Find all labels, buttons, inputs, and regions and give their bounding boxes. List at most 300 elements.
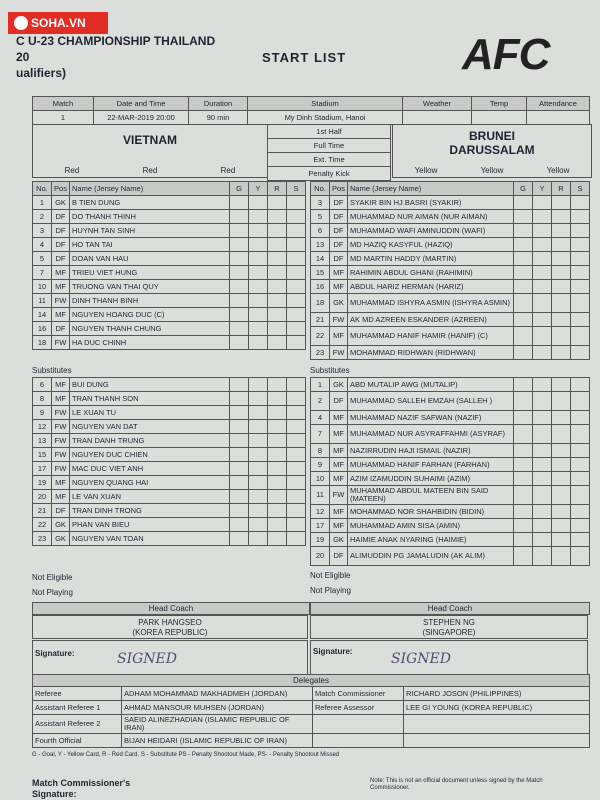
sub-cell <box>287 504 306 518</box>
player-row <box>311 519 590 533</box>
sub-cell <box>287 406 306 420</box>
red-cell <box>268 196 287 210</box>
goal-cell <box>230 238 249 252</box>
player-position: MF <box>330 472 348 486</box>
player-number: 4 <box>33 238 52 252</box>
sub-cell <box>571 411 590 425</box>
goal-cell <box>514 519 533 533</box>
yellow-cell <box>249 210 268 224</box>
yellow-cell <box>249 266 268 280</box>
yellow-cell <box>249 504 268 518</box>
player-name: SYAKIR BIN HJ BASRI (SYAKIR) <box>348 196 514 210</box>
red-cell <box>268 252 287 266</box>
yellow-cell <box>533 313 552 327</box>
player-name: NGUYEN QUANG HAI <box>70 476 230 490</box>
player-position: GK <box>330 378 348 392</box>
sub-cell <box>287 532 306 546</box>
player-name: LE XUAN TU <box>70 406 230 420</box>
sub-cell <box>571 472 590 486</box>
away-starters-table: No. Pos Name (Jersey Name) G Y R S 3 DF SYAKIR BIN HJ BASRI (SYAKIR) 5 DF MUHAMMAD NUR AIMAN (NUR AIMAN) 6 DF MUHAMMAD WAFI AMINUDDIN (WAFI) 13 DF MD HAZIQ KASYFUL (HAZIQ) 14 DF MD MARTIN HADDY (MARTIN) 15 MF RAHIMIN ABDUL GHANI (RAHIMIN) 16 MF ABDUL HARIZ HERMAN (HARIZ) 18 GK MUHAMMAD ISHYRA ASMIN (ISHYRA ASMIN) 21 FW AK MD AZREEN ESKANDER (AZREEN) 22 MF MUHAMMAD HANIF HAMIR (HANIF) (C) 23 FW MOHAMMAD RIDHWAN (RIDHWAN) <box>310 181 590 360</box>
sub-cell <box>571 533 590 547</box>
player-number: 20 <box>33 490 52 504</box>
player-number: 7 <box>311 425 330 444</box>
player-row <box>311 224 590 238</box>
player-position: GK <box>52 532 70 546</box>
player-position: FW <box>52 336 70 350</box>
yellow-cell <box>533 533 552 547</box>
goal-cell <box>230 476 249 490</box>
player-number: 15 <box>311 266 330 280</box>
player-number: 13 <box>33 434 52 448</box>
player-row <box>311 210 590 224</box>
player-number: 5 <box>311 210 330 224</box>
player-name: NGUYEN VAN DAT <box>70 420 230 434</box>
player-number: 8 <box>311 444 330 458</box>
player-number: 10 <box>311 472 330 486</box>
red-cell <box>268 448 287 462</box>
sub-cell <box>571 280 590 294</box>
player-name: TRAN THANH SON <box>70 392 230 406</box>
red-cell <box>268 490 287 504</box>
red-cell <box>552 458 571 472</box>
goal-cell <box>514 505 533 519</box>
referee-assessor: LEE GI YOUNG (KOREA REPUBLIC) <box>404 701 590 715</box>
goal-cell <box>230 196 249 210</box>
player-row <box>311 327 590 346</box>
player-row <box>33 434 306 448</box>
yellow-cell <box>249 490 268 504</box>
player-name: HAIMIE ANAK NYARING (HAIMIE) <box>348 533 514 547</box>
away-not-eligible: Not Eligible <box>310 571 351 580</box>
red-cell <box>268 532 287 546</box>
goal-cell <box>514 224 533 238</box>
red-cell <box>552 547 571 566</box>
delegates-table: Referee ADHAM MOHAMMAD MAKHADMEH (JORDAN) Match Commissioner RICHARD JOSON (PHILIPPINES) Assistant Referee 1 AHMAD MANSOUR MUHSEN (JORDAN) Referee Assessor LEE GI YOUNG (KOREA REPUBLIC) Assistant Referee 2 SAEID ALINEZHADIAN (ISLAMIC REPUBLIC OF IRAN) Fourth Official BIJAN HEIDARI (ISLAMIC REPUBLIC OF IRAN) <box>32 686 590 748</box>
player-position: DF <box>52 210 70 224</box>
home-team-box: VIETNAM Red Red Red <box>32 124 268 178</box>
player-position: DF <box>330 196 348 210</box>
yellow-cell <box>249 392 268 406</box>
red-cell <box>268 238 287 252</box>
yellow-cell <box>533 196 552 210</box>
player-row <box>33 252 306 266</box>
player-number: 11 <box>33 294 52 308</box>
player-row <box>33 308 306 322</box>
goal-cell <box>514 266 533 280</box>
player-name: DO THANH THINH <box>70 210 230 224</box>
player-row <box>33 518 306 532</box>
away-coach-name: STEPHEN NG <box>422 618 475 627</box>
sub-cell <box>571 294 590 313</box>
goal-cell <box>230 420 249 434</box>
yellow-cell <box>533 547 552 566</box>
player-position: FW <box>330 346 348 360</box>
red-cell <box>552 252 571 266</box>
watermark-logo: SOHA.VN <box>8 12 108 34</box>
player-position: DF <box>52 224 70 238</box>
red-cell <box>268 518 287 532</box>
home-coach-header: Head Coach <box>32 602 310 615</box>
away-coach <box>310 615 588 639</box>
goal-cell <box>230 252 249 266</box>
player-row <box>311 252 590 266</box>
player-row <box>311 444 590 458</box>
sub-cell <box>571 458 590 472</box>
competition-title: C U-23 CHAMPIONSHIP THAILAND <box>16 34 216 48</box>
player-position: MF <box>330 266 348 280</box>
player-position: DF <box>52 504 70 518</box>
player-name: MUHAMMAD HANIF HAMIR (HANIF) (C) <box>348 327 514 346</box>
player-position: GK <box>52 196 70 210</box>
player-position: FW <box>330 313 348 327</box>
footer-signature-label: Match Commissioner's <box>32 778 131 788</box>
sub-cell <box>571 444 590 458</box>
goal-cell <box>230 448 249 462</box>
away-coach-country: (SINGAPORE) <box>422 628 476 637</box>
watermark-icon <box>14 16 28 30</box>
yellow-cell <box>249 532 268 546</box>
goal-cell <box>230 266 249 280</box>
home-substitutes-label: Substitutes <box>32 366 72 375</box>
player-number: 12 <box>311 505 330 519</box>
player-name: NGUYEN DUC CHIEN <box>70 448 230 462</box>
player-number: 14 <box>311 252 330 266</box>
goal-cell <box>230 406 249 420</box>
home-coach-name: PARK HANGSEO <box>138 618 202 627</box>
goal-cell <box>230 504 249 518</box>
red-cell <box>268 294 287 308</box>
goal-cell <box>514 346 533 360</box>
goal-cell <box>230 224 249 238</box>
player-row <box>33 210 306 224</box>
yellow-cell <box>533 519 552 533</box>
player-row <box>33 392 306 406</box>
home-starters-table: No. Pos Name (Jersey Name) G Y R S 1 GK B TIEN DUNG 2 DF DO THANH THINH 3 DF HUYNH TAN SINH 4 DF HO TAN TAI 5 DF DOAN VAN HAU 7 MF TRIEU VIET HUNG 10 MF TRUONG VAN THAI QUY 11 FW DINH THANH BINH 14 MF NGUYEN HOANG DUC (C) 16 DF NGUYEN THANH CHUNG 18 FW HA DUC CHINH <box>32 181 306 350</box>
red-cell <box>552 224 571 238</box>
sub-cell <box>571 252 590 266</box>
home-signature: SIGNED <box>117 651 177 667</box>
player-name: MUHAMMAD SALLEH EMZAH (SALLEH ) <box>348 392 514 411</box>
home-not-playing: Not Playing <box>32 588 73 597</box>
start-list-sheet: SOHA.VN C U-23 CHAMPIONSHIP THAILAND 20 ualifiers) START LIST AFC Match Date and Time Duration Stadium Weather Temp Attendance 1 22-MAR-2019 20:00 90 min My Dinh Stadium, Hanoi VIETNAM Red Red Red 1st Half Full Time Ext. Time Penalty Kick BRUNEI DARUSSALAM Yellow Yellow Yellow No. Pos Name (Jersey Name) G Y R S 1 GK B TIEN DUNG 2 DF DO THANH THINH 3 DF HUYNH TAN SINH 4 DF HO TAN TAI 5 DF DOAN VAN HAU 7 MF TRIEU VIET HUNG 10 MF TRUONG VAN THAI QUY 11 FW DINH THANH BINH 14 MF NGUYEN HOANG DUC (C) 16 DF NGUYEN THANH CHUNG 18 FW HA DUC CHINH No. Pos Name (Jersey Name) G Y R S 3 DF SYAKIR BIN HJ BASRI (SYAKIR) 5 DF MUHAMMAD NUR AIMAN (NUR AIMAN) 6 DF MUHAMMAD WAFI AMINUDDIN (WAFI) 13 DF MD HAZIQ KASYFUL (HAZIQ) 14 DF MD MARTIN HADDY (MARTIN) 15 MF RAHIMIN ABDUL GHANI (RAHIMIN) 16 MF ABDUL HARIZ HERMAN (HARIZ) 18 GK MUHAMMAD ISHYRA ASMIN (ISHYRA ASMIN) 21 FW AK MD AZREEN ESKANDER (AZREEN) 22 MF MUHAMMAD HANIF HAMIR (HANIF) (C) 23 FW MOHAMMAD RIDHWAN (RIDHWAN) Substitutes Substitutes 6 MF BUI DUNG 8 MF TRAN THANH SON 9 FW LE XUAN TU 12 FW NGUYEN VAN DAT 13 FW TRAN DANH TRUNG 15 FW NGUYEN DUC CHIEN 17 FW MAC DUC VIET ANH 19 MF NGUYEN QUANG HAI 20 MF LE VAN XUAN 21 DF TRAN DINH TRONG 22 GK PHAN VAN BIEU 23 GK NGUYEN VAN TOAN 1 GK ABD MUTALIP AWG (MUTALIP) 2 DF MUHAMMAD SALLEH EMZAH (SALLEH ) 4 MF MUHAMMAD NAZIF SAFWAN (NAZIF) 7 MF MUHAMMAD NUR ASYRAFFAHMI (ASYRAF) 8 MF NAZIRRUDIN HAJI ISMAIL (NAZIR) 9 MF MUHAMMAD HANIF FARHAN (FARHAN) 10 MF AZIM IZAMUDDIN SUHAIMI (AZIM) 11 FW MUHAMMAD ABDUL MATEEN BIN SAID (MATEEN) 12 MF MOHAMMAD NOR SHAHBIDIN (BIDIN) 17 MF MUHAMMAD AMIN SISA (AMIN) 19 GK HAIMIE ANAK NYARING (HAIMIE) 20 DF ALIMUDDIN PG JAMALUDIN (AK ALIM) Not Eligible Not Playing Not Eligible Not Playing Head Coach Head Coach PARK HANGSEO (KOREA REPUBLIC) STEPHEN NG (SINGAPORE) Signature: SIGNED Signature: SIGNED Delegates Referee ADHAM MOHAMMAD MAKHADMEH (JORDAN) Match Commissioner RICHARD JOSON (PHILIPPINES) Assistant Referee 1 AHMAD MANSOUR MUHSEN (JORDAN) Referee Assessor LEE GI YOUNG (KOREA REPUBLIC) Assistant Referee 2 SAEID ALINEZHADIAN (ISLAMIC REPUBLIC OF IRAN) Fourth Official BIJAN HEIDARI (ISLAMIC REPUBLIC OF IRAN) G - Goal, Y - Yellow Card, R - Red Card, S - Substitute PS - Penalty Shootout Made, PS- - Penalty Shootout Missed Match Commissioner's Signature: Note: This is not an official document unless signed by the Match Commissioner. <box>0 0 600 800</box>
player-number: 7 <box>33 266 52 280</box>
goal-cell <box>514 392 533 411</box>
sub-cell <box>287 280 306 294</box>
red-cell <box>552 486 571 505</box>
player-name: MD MARTIN HADDY (MARTIN) <box>348 252 514 266</box>
player-name: MUHAMMAD AMIN SISA (AMIN) <box>348 519 514 533</box>
player-position: MF <box>52 476 70 490</box>
goal-cell <box>230 434 249 448</box>
player-row <box>311 472 590 486</box>
player-number: 22 <box>311 327 330 346</box>
player-number: 12 <box>33 420 52 434</box>
red-cell <box>552 346 571 360</box>
red-cell <box>552 313 571 327</box>
player-position: MF <box>52 490 70 504</box>
player-name: HO TAN TAI <box>70 238 230 252</box>
sub-cell <box>287 252 306 266</box>
player-number: 13 <box>311 238 330 252</box>
player-row <box>33 280 306 294</box>
player-number: 1 <box>33 196 52 210</box>
yellow-cell <box>533 280 552 294</box>
legend: G - Goal, Y - Yellow Card, R - Red Card, S - Substitute PS - Penalty Shootout Made, PS- - Penalty Shootout Missed <box>32 752 340 758</box>
home-team-name: VIETNAM <box>123 133 177 147</box>
goal-cell <box>230 392 249 406</box>
player-row <box>311 533 590 547</box>
player-row <box>311 378 590 392</box>
goal-cell <box>514 327 533 346</box>
player-position: DF <box>330 224 348 238</box>
goal-cell <box>230 490 249 504</box>
player-number: 19 <box>33 476 52 490</box>
red-cell <box>268 280 287 294</box>
away-signature-box: Signature: SIGNED <box>310 640 588 676</box>
player-name: HUYNH TAN SINH <box>70 224 230 238</box>
player-row <box>33 462 306 476</box>
player-name: MOHAMMAD RIDHWAN (RIDHWAN) <box>348 346 514 360</box>
player-number: 9 <box>311 458 330 472</box>
sub-cell <box>287 434 306 448</box>
player-position: FW <box>330 486 348 505</box>
player-name: ABD MUTALIP AWG (MUTALIP) <box>348 378 514 392</box>
goal-cell <box>514 458 533 472</box>
yellow-cell <box>249 462 268 476</box>
player-number: 16 <box>311 280 330 294</box>
yellow-cell <box>249 238 268 252</box>
periods-table: 1st Half Full Time Ext. Time Penalty Kick <box>267 124 391 181</box>
yellow-cell <box>249 294 268 308</box>
player-name: NGUYEN THANH CHUNG <box>70 322 230 336</box>
home-not-eligible: Not Eligible <box>32 573 73 582</box>
goal-cell <box>514 444 533 458</box>
yellow-cell <box>533 378 552 392</box>
player-name: AK MD AZREEN ESKANDER (AZREEN) <box>348 313 514 327</box>
player-position: DF <box>330 252 348 266</box>
player-position: MF <box>330 280 348 294</box>
match-number: 1 <box>33 111 94 125</box>
player-row <box>33 322 306 336</box>
sub-cell <box>287 392 306 406</box>
player-position: MF <box>52 378 70 392</box>
goal-cell <box>514 411 533 425</box>
player-position: FW <box>52 434 70 448</box>
player-number: 22 <box>33 518 52 532</box>
yellow-cell <box>533 294 552 313</box>
match-date: 22-MAR-2019 20:00 <box>94 111 189 125</box>
player-name: B TIEN DUNG <box>70 196 230 210</box>
home-starters-list <box>33 196 306 350</box>
red-cell <box>268 210 287 224</box>
player-number: 9 <box>33 406 52 420</box>
away-signature: SIGNED <box>391 651 451 667</box>
red-cell <box>268 406 287 420</box>
player-name: BUI DUNG <box>70 378 230 392</box>
player-position: FW <box>52 448 70 462</box>
yellow-cell <box>249 448 268 462</box>
player-name: MOHAMMAD NOR SHAHBIDIN (BIDIN) <box>348 505 514 519</box>
yellow-cell <box>533 266 552 280</box>
player-row <box>33 224 306 238</box>
away-team-name: BRUNEI <box>468 129 515 143</box>
player-name: HA DUC CHINH <box>70 336 230 350</box>
goal-cell <box>514 252 533 266</box>
yellow-cell <box>533 252 552 266</box>
sub-cell <box>287 462 306 476</box>
yellow-cell <box>533 486 552 505</box>
player-number: 19 <box>311 533 330 547</box>
sub-cell <box>287 448 306 462</box>
player-number: 18 <box>33 336 52 350</box>
match-info-table: Match Date and Time Duration Stadium Weather Temp Attendance 1 22-MAR-2019 20:00 90 min My Dinh Stadium, Hanoi <box>32 96 590 125</box>
yellow-cell <box>533 238 552 252</box>
player-name: NGUYEN HOANG DUC (C) <box>70 308 230 322</box>
player-position: GK <box>330 294 348 313</box>
goal-cell <box>230 532 249 546</box>
player-number: 17 <box>311 519 330 533</box>
sub-cell <box>571 519 590 533</box>
sub-cell <box>287 518 306 532</box>
yellow-cell <box>533 392 552 411</box>
competition-stage: ualifiers) <box>16 66 67 80</box>
sub-cell <box>571 266 590 280</box>
player-name: MAC DUC VIET ANH <box>70 462 230 476</box>
player-name: TRIEU VIET HUNG <box>70 266 230 280</box>
sub-cell <box>571 196 590 210</box>
yellow-cell <box>249 252 268 266</box>
player-name: AZIM IZAMUDDIN SUHAIMI (AZIM) <box>348 472 514 486</box>
goal-cell <box>230 210 249 224</box>
player-position: MF <box>330 425 348 444</box>
yellow-cell <box>249 406 268 420</box>
player-number: 21 <box>311 313 330 327</box>
player-row <box>311 266 590 280</box>
assistant-referee-2: SAEID ALINEZHADIAN (ISLAMIC REPUBLIC OF IRAN) <box>122 715 313 734</box>
sub-cell <box>571 392 590 411</box>
red-cell <box>268 308 287 322</box>
red-cell <box>552 266 571 280</box>
player-position: MF <box>52 308 70 322</box>
red-cell <box>268 434 287 448</box>
sub-cell <box>287 322 306 336</box>
player-row <box>33 294 306 308</box>
sub-cell <box>571 547 590 566</box>
match-commissioner: RICHARD JOSON (PHILIPPINES) <box>404 687 590 701</box>
player-name: MUHAMMAD ISHYRA ASMIN (ISHYRA ASMIN) <box>348 294 514 313</box>
player-name: TRUONG VAN THAI QUY <box>70 280 230 294</box>
player-name: MUHAMMAD WAFI AMINUDDIN (WAFI) <box>348 224 514 238</box>
red-cell <box>552 210 571 224</box>
red-cell <box>552 505 571 519</box>
player-name: NAZIRRUDIN HAJI ISMAIL (NAZIR) <box>348 444 514 458</box>
yellow-cell <box>249 196 268 210</box>
player-position: DF <box>52 252 70 266</box>
goal-cell <box>230 378 249 392</box>
player-row <box>33 476 306 490</box>
yellow-cell <box>533 472 552 486</box>
home-subs-list <box>33 378 306 546</box>
player-number: 4 <box>311 411 330 425</box>
player-row <box>311 346 590 360</box>
sub-cell <box>287 224 306 238</box>
player-name: TRAN DINH TRONG <box>70 504 230 518</box>
player-position: MF <box>330 444 348 458</box>
player-position: MF <box>330 458 348 472</box>
player-number: 6 <box>33 378 52 392</box>
home-coach-country: (KOREA REPUBLIC) <box>132 628 208 637</box>
goal-cell <box>514 486 533 505</box>
red-cell <box>552 196 571 210</box>
player-row <box>311 411 590 425</box>
player-row <box>311 486 590 505</box>
player-row <box>33 196 306 210</box>
player-row <box>33 420 306 434</box>
red-cell <box>552 472 571 486</box>
yellow-cell <box>533 346 552 360</box>
player-row <box>311 425 590 444</box>
assistant-referee-1: AHMAD MANSOUR MUHSEN (JORDAN) <box>122 701 313 715</box>
red-cell <box>268 266 287 280</box>
referee: ADHAM MOHAMMAD MAKHADMEH (JORDAN) <box>122 687 313 701</box>
sub-cell <box>287 238 306 252</box>
delegates-header: Delegates <box>32 674 590 687</box>
goal-cell <box>514 196 533 210</box>
goal-cell <box>230 280 249 294</box>
player-number: 14 <box>33 308 52 322</box>
yellow-cell <box>533 411 552 425</box>
player-row <box>33 266 306 280</box>
away-substitutes-label: Substitutes <box>310 366 350 375</box>
player-position: DF <box>330 547 348 566</box>
player-row <box>33 504 306 518</box>
player-name: DINH THANH BINH <box>70 294 230 308</box>
player-row <box>311 238 590 252</box>
player-name: PHAN VAN BIEU <box>70 518 230 532</box>
sub-cell <box>571 378 590 392</box>
player-number: 18 <box>311 294 330 313</box>
player-position: GK <box>330 533 348 547</box>
home-coach <box>32 615 308 639</box>
player-position: FW <box>52 294 70 308</box>
player-position: MF <box>330 505 348 519</box>
player-row <box>311 458 590 472</box>
player-position: FW <box>52 406 70 420</box>
goal-cell <box>230 294 249 308</box>
yellow-cell <box>533 224 552 238</box>
sub-cell <box>571 327 590 346</box>
yellow-cell <box>533 444 552 458</box>
sub-cell <box>571 425 590 444</box>
player-name: LE VAN XUAN <box>70 490 230 504</box>
player-row <box>311 313 590 327</box>
yellow-cell <box>533 327 552 346</box>
footer-note: Note: This is not an official document unless signed by the Match Commissioner. <box>370 778 543 791</box>
red-cell <box>552 280 571 294</box>
player-number: 21 <box>33 504 52 518</box>
player-row <box>33 238 306 252</box>
player-row <box>33 378 306 392</box>
player-name: MUHAMMAD NUR ASYRAFFAHMI (ASYRAF) <box>348 425 514 444</box>
sub-cell <box>571 346 590 360</box>
yellow-cell <box>249 308 268 322</box>
match-duration: 90 min <box>189 111 248 125</box>
player-number: 3 <box>33 224 52 238</box>
player-number: 15 <box>33 448 52 462</box>
red-cell <box>552 327 571 346</box>
player-position: FW <box>52 462 70 476</box>
red-cell <box>552 533 571 547</box>
